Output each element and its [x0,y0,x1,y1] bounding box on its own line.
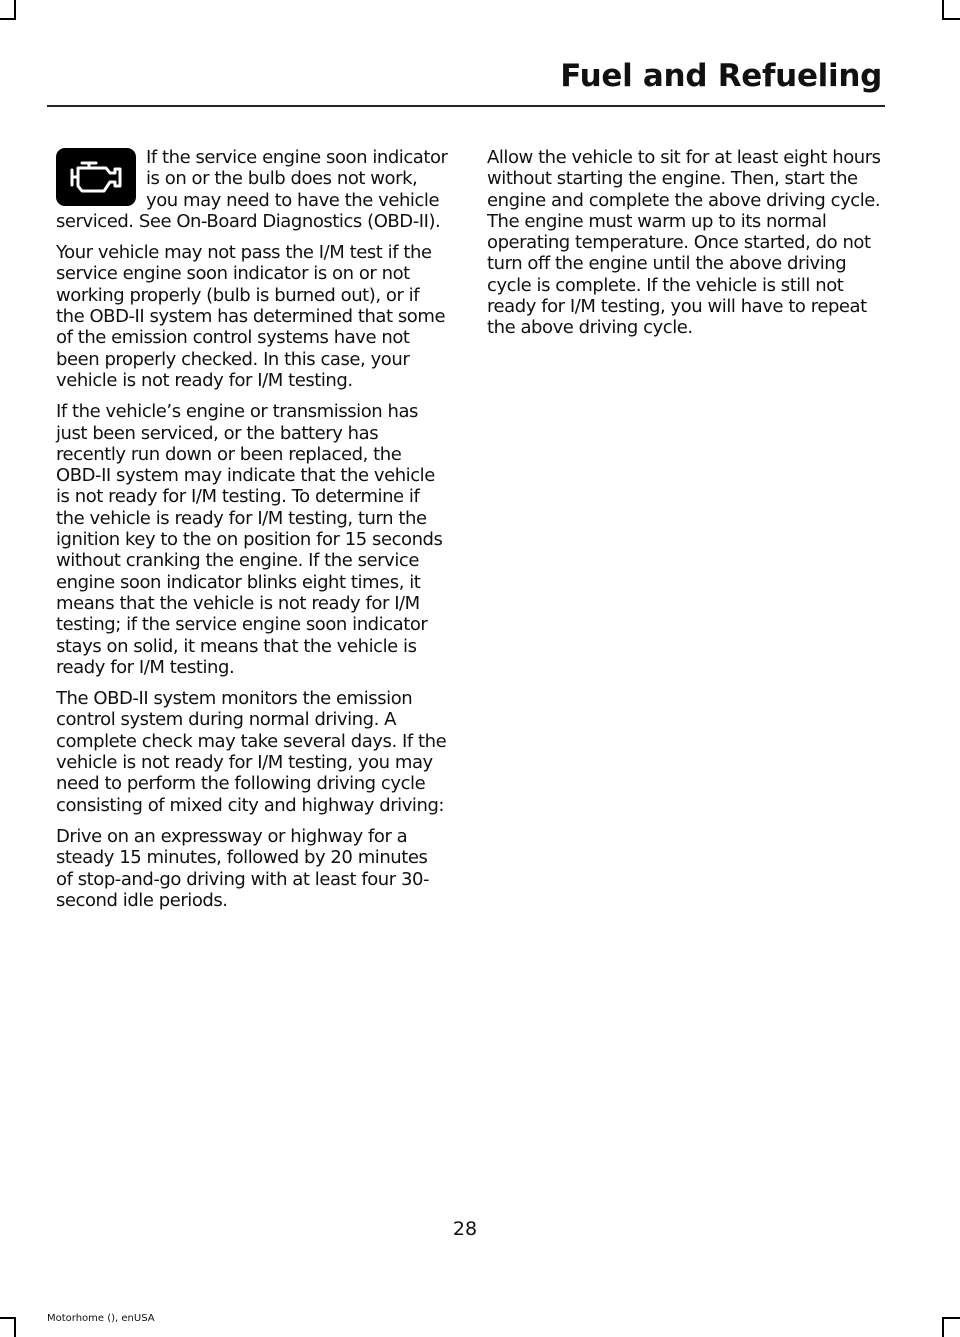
engine-check-icon-graphic [65,158,127,196]
paragraph: If the service engine soon indicator is on or the bulb does not work, you may need to have the vehicle serviced. See On-Board Diagnostics (OBD-II). [56,147,448,232]
crop-mark [942,0,944,20]
header-divider [47,105,885,107]
paragraph: The OBD-II system monitors the emission control system during normal driving. A complete check may take several days. If the vehicle is not ready for I/M testing, you may need to perform the following driving cycle consisting of mixed city and highway driving: [56,688,447,816]
left-column [56,147,448,921]
paragraph: Your vehicle may not pass the I/M test if the service engine soon indicator is on or not working properly (bulb is burned out), or if the OBD-II system has determined that some of the emission control systems have not been properly checked. In this case, your vehicle is not ready for I/M testing. [56,242,446,391]
crop-mark [942,18,960,20]
paragraph: Allow the vehicle to sit for at least eight hours without starting the engine. Then, start the engine and complete the above driving cycle. The engine must warm up to its normal operating temperature. Once started, do not turn off the engine until the above driving cycle is complete. If the vehicle is still not ready for I/M testing, you will have to repeat the above driving cycle. [487,147,881,339]
crop-mark [942,1317,944,1337]
crop-mark [14,1317,16,1337]
engine-check-icon [56,148,136,206]
crop-mark [0,1317,16,1319]
crop-mark [0,18,16,20]
paragraph: If the vehicle’s engine or transmission has just been serviced, or the battery has recently run down or been replaced, the OBD-II system may indicate that the vehicle is not ready for I/M testing. To determine if the vehicle is ready for I/M testing, turn the ignition key to the on position for 15 seconds without cranking the engine. If the service engine soon indicator blinks eight times, it means that the vehicle is not ready for I/M testing; if the service engine soon indicator stays on solid, it means that the vehicle is ready for I/M testing. [56,401,443,678]
page-number: 28 [452,1218,478,1240]
right-column [487,147,881,349]
crop-mark [14,0,16,20]
document-info: Motorhome (), enUSA [47,1313,155,1324]
page-title: Fuel and Refueling [560,58,882,94]
crop-mark [942,1317,960,1319]
paragraph: Drive on an expressway or highway for a steady 15 minutes, followed by 20 minutes of stop-and-go driving with at least four 30-second idle periods. [56,825,430,911]
